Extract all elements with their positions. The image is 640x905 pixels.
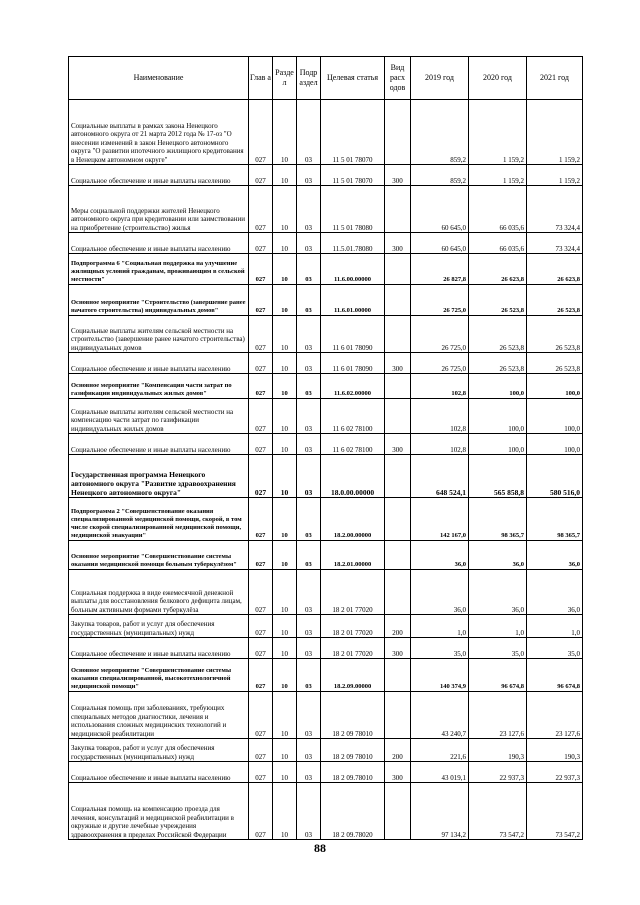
cell-2019: 26 725,0 [411, 285, 469, 316]
cell-2019: 142 167,0 [411, 498, 469, 541]
cell-razdel: 10 [273, 541, 297, 570]
cell-razdel: 10 [273, 254, 297, 285]
cell-2021: 35,0 [527, 638, 583, 659]
cell-expense-type: 200 [385, 739, 411, 762]
cell-razdel: 10 [273, 739, 297, 762]
cell-razdel: 10 [273, 762, 297, 783]
cell-expense-type: 300 [385, 434, 411, 455]
cell-2021: 26 523,8 [527, 316, 583, 353]
cell-expense-type [385, 316, 411, 353]
cell-razdel: 10 [273, 374, 297, 399]
cell-target-article: 18.2.09.00000 [321, 659, 385, 692]
cell-2020: 73 547,2 [469, 783, 527, 840]
cell-2019: 97 134,2 [411, 783, 469, 840]
cell-podrazdel: 03 [297, 615, 321, 638]
cell-expense-type [385, 659, 411, 692]
cell-name: Социальное обеспечение и иные выплаты населению [69, 638, 249, 659]
header-podrazdel: Подр аздел [297, 57, 321, 100]
cell-podrazdel: 03 [297, 638, 321, 659]
table-header-row [69, 57, 583, 100]
cell-razdel: 10 [273, 165, 297, 186]
table-body [69, 100, 583, 840]
cell-podrazdel: 03 [297, 762, 321, 783]
cell-expense-type: 200 [385, 615, 411, 638]
cell-2020: 1 159,2 [469, 100, 527, 165]
cell-2020: 100,0 [469, 434, 527, 455]
page-number: 88 [314, 841, 326, 855]
table-row [69, 692, 583, 739]
cell-2019: 221,6 [411, 739, 469, 762]
cell-target-article: 11 5 01 78070 [321, 165, 385, 186]
cell-podrazdel: 03 [297, 285, 321, 316]
cell-glava: 027 [249, 739, 273, 762]
cell-2021: 190,3 [527, 739, 583, 762]
cell-name: Закупка товаров, работ и услуг для обеспечения государственных (муниципальных) нужд [69, 615, 249, 638]
cell-target-article: 18 2 01 77020 [321, 570, 385, 615]
cell-2021: 73 324,4 [527, 186, 583, 233]
budget-table [68, 56, 583, 840]
cell-2020: 26 523,8 [469, 316, 527, 353]
cell-glava: 027 [249, 353, 273, 374]
cell-2020: 100,0 [469, 399, 527, 434]
table-row [69, 353, 583, 374]
cell-2021: 1 159,2 [527, 100, 583, 165]
cell-target-article: 11.6.00.00000 [321, 254, 385, 285]
cell-podrazdel: 03 [297, 100, 321, 165]
table-row [69, 434, 583, 455]
cell-2019: 26 725,0 [411, 353, 469, 374]
cell-podrazdel: 03 [297, 399, 321, 434]
table-row [69, 570, 583, 615]
cell-expense-type [385, 498, 411, 541]
cell-2019: 1,0 [411, 615, 469, 638]
cell-glava: 027 [249, 659, 273, 692]
cell-name: Социальное обеспечение и иные выплаты населению [69, 434, 249, 455]
cell-podrazdel: 03 [297, 541, 321, 570]
cell-glava: 027 [249, 455, 273, 498]
cell-expense-type: 300 [385, 353, 411, 374]
table-row [69, 615, 583, 638]
cell-podrazdel: 03 [297, 570, 321, 615]
cell-2020: 26 623,8 [469, 254, 527, 285]
cell-razdel: 10 [273, 434, 297, 455]
cell-razdel: 10 [273, 100, 297, 165]
cell-2019: 859,2 [411, 165, 469, 186]
cell-2020: 190,3 [469, 739, 527, 762]
cell-target-article: 18 2 09.78020 [321, 783, 385, 840]
cell-name: Социальные выплаты жителям сельской местности на строительство (завершение ранее начатого строительства) индивидуальных домов [69, 316, 249, 353]
cell-name: Социальные выплаты в рамках закона Ненецкого автономного округа от 21 марта 2012 года № 17-оз "О внесении изменений в закон Ненецкого автономного округа "О развитии ипотечного жилищного кредитования в Ненецком автономном округе" [69, 100, 249, 165]
header-name: Наименование [69, 57, 249, 100]
cell-2019: 60 645,0 [411, 233, 469, 254]
cell-target-article: 11.5.01.78080 [321, 233, 385, 254]
cell-target-article: 11.6.01.00000 [321, 285, 385, 316]
cell-expense-type [385, 455, 411, 498]
cell-2020: 36,0 [469, 570, 527, 615]
cell-2021: 1,0 [527, 615, 583, 638]
cell-name: Социальная помощь на компенсацию проезда для лечения, консультаций и медицинской реабилитации в окружные и другие лечебные учреждения здравоохранения в пределах Российской Федерации [69, 783, 249, 840]
cell-2020: 100,0 [469, 374, 527, 399]
header-glava: Глав а [249, 57, 273, 100]
cell-expense-type [385, 374, 411, 399]
cell-2019: 60 645,0 [411, 186, 469, 233]
cell-target-article: 18 2 09.78010 [321, 762, 385, 783]
cell-2021: 26 523,8 [527, 285, 583, 316]
header-expense-type: Вид расх одов [385, 57, 411, 100]
cell-glava: 027 [249, 638, 273, 659]
cell-2019: 102,8 [411, 434, 469, 455]
cell-2019: 140 374,9 [411, 659, 469, 692]
cell-2019: 43 240,7 [411, 692, 469, 739]
cell-expense-type [385, 692, 411, 739]
cell-name: Подпрограмма 2 "Совершенствование оказания специализированной медицинской помощи, скорой, в том числе скорой специализированной медицинской помощи, медицинской эвакуации" [69, 498, 249, 541]
cell-podrazdel: 03 [297, 374, 321, 399]
cell-expense-type: 300 [385, 165, 411, 186]
cell-razdel: 10 [273, 615, 297, 638]
cell-target-article: 11 5 01 78070 [321, 100, 385, 165]
cell-2021: 36,0 [527, 570, 583, 615]
table-row [69, 498, 583, 541]
cell-razdel: 10 [273, 316, 297, 353]
cell-podrazdel: 03 [297, 692, 321, 739]
cell-2020: 565 858,8 [469, 455, 527, 498]
cell-podrazdel: 03 [297, 434, 321, 455]
cell-glava: 027 [249, 316, 273, 353]
cell-razdel: 10 [273, 233, 297, 254]
cell-razdel: 10 [273, 692, 297, 739]
cell-glava: 027 [249, 498, 273, 541]
cell-glava: 027 [249, 692, 273, 739]
cell-name: Основное мероприятие "Компенсация части затрат по газификации индивидуальных жилых домов" [69, 374, 249, 399]
cell-2019: 648 524,1 [411, 455, 469, 498]
cell-expense-type [385, 186, 411, 233]
cell-2019: 102,8 [411, 399, 469, 434]
table-row [69, 455, 583, 498]
cell-name: Социальное обеспечение и иные выплаты населению [69, 353, 249, 374]
cell-name: Основное мероприятие "Строительство (завершение ранее начатого строительства) индивидуальных домов" [69, 285, 249, 316]
cell-target-article: 18 2 09 78010 [321, 692, 385, 739]
cell-glava: 027 [249, 374, 273, 399]
cell-2020: 26 523,8 [469, 285, 527, 316]
cell-2020: 23 127,6 [469, 692, 527, 739]
cell-name: Социальная помощь при заболеваниях, требующих специальных методов диагностики, лечения и использования сложных медицинских технологий и медицинской реабилитации [69, 692, 249, 739]
cell-razdel: 10 [273, 783, 297, 840]
cell-2019: 26 827,8 [411, 254, 469, 285]
cell-glava: 027 [249, 434, 273, 455]
cell-2021: 26 523,8 [527, 353, 583, 374]
cell-2020: 26 523,8 [469, 353, 527, 374]
table-row [69, 100, 583, 165]
cell-target-article: 11.6.02.00000 [321, 374, 385, 399]
cell-expense-type: 300 [385, 638, 411, 659]
header-2020: 2020 год [469, 57, 527, 100]
cell-glava: 027 [249, 165, 273, 186]
cell-glava: 027 [249, 100, 273, 165]
cell-podrazdel: 03 [297, 739, 321, 762]
cell-name: Социальная поддержка в виде ежемесячной денежной выплаты для восстановления белкового дефицита лицам, больным активными формами туберкулёза [69, 570, 249, 615]
cell-target-article: 18.2.01.00000 [321, 541, 385, 570]
table-row [69, 165, 583, 186]
cell-target-article: 18.0.00.00000 [321, 455, 385, 498]
cell-glava: 027 [249, 762, 273, 783]
cell-target-article: 18 2 01 77020 [321, 638, 385, 659]
cell-target-article: 11 6 02 78100 [321, 399, 385, 434]
cell-razdel: 10 [273, 659, 297, 692]
cell-podrazdel: 03 [297, 186, 321, 233]
table-row [69, 254, 583, 285]
table-row [69, 638, 583, 659]
cell-2021: 73 547,2 [527, 783, 583, 840]
cell-glava: 027 [249, 254, 273, 285]
cell-name: Социальное обеспечение и иные выплаты населению [69, 233, 249, 254]
cell-name: Социальное обеспечение и иные выплаты населению [69, 165, 249, 186]
table-row [69, 541, 583, 570]
header-2021: 2021 год [527, 57, 583, 100]
cell-glava: 027 [249, 541, 273, 570]
cell-2020: 96 674,8 [469, 659, 527, 692]
cell-2019: 36,0 [411, 570, 469, 615]
table-row [69, 285, 583, 316]
cell-razdel: 10 [273, 638, 297, 659]
cell-2021: 26 623,8 [527, 254, 583, 285]
cell-target-article: 11 6 02 78100 [321, 434, 385, 455]
cell-2019: 36,0 [411, 541, 469, 570]
cell-name: Государственная программа Ненецкого автономного округа "Развитие здравоохранения Ненецкого автономного округа" [69, 455, 249, 498]
cell-podrazdel: 03 [297, 783, 321, 840]
cell-glava: 027 [249, 615, 273, 638]
table-row [69, 374, 583, 399]
cell-glava: 027 [249, 186, 273, 233]
table-row [69, 783, 583, 840]
cell-2019: 26 725,0 [411, 316, 469, 353]
cell-podrazdel: 03 [297, 233, 321, 254]
cell-2021: 22 937,3 [527, 762, 583, 783]
cell-target-article: 11 6 01 78090 [321, 316, 385, 353]
table-row [69, 659, 583, 692]
cell-razdel: 10 [273, 570, 297, 615]
cell-glava: 027 [249, 783, 273, 840]
cell-2021: 36,0 [527, 541, 583, 570]
cell-podrazdel: 03 [297, 659, 321, 692]
cell-expense-type [385, 285, 411, 316]
cell-glava: 027 [249, 285, 273, 316]
cell-razdel: 10 [273, 353, 297, 374]
table-row [69, 739, 583, 762]
cell-expense-type [385, 783, 411, 840]
cell-name: Социальное обеспечение и иные выплаты населению [69, 762, 249, 783]
cell-expense-type [385, 570, 411, 615]
cell-name: Меры социальной поддержки жителей Ненецкого автономного округа при кредитовании или заимствовании на приобретение (строительство) жилья [69, 186, 249, 233]
cell-target-article: 11 6 01 78090 [321, 353, 385, 374]
cell-name: Закупка товаров, работ и услуг для обеспечения государственных (муниципальных) нужд [69, 739, 249, 762]
table-row [69, 399, 583, 434]
cell-razdel: 10 [273, 399, 297, 434]
header-target-article: Целевая статья [321, 57, 385, 100]
cell-2020: 66 035,6 [469, 233, 527, 254]
cell-razdel: 10 [273, 186, 297, 233]
cell-target-article: 18 2 01 77020 [321, 615, 385, 638]
cell-expense-type [385, 541, 411, 570]
cell-name: Основное мероприятие "Совершенствование системы оказания специализированной, высокотехнологичной медицинской помощи" [69, 659, 249, 692]
cell-glava: 027 [249, 233, 273, 254]
header-2019: 2019 год [411, 57, 469, 100]
cell-podrazdel: 03 [297, 254, 321, 285]
cell-2019: 102,8 [411, 374, 469, 399]
cell-razdel: 10 [273, 285, 297, 316]
cell-2020: 1,0 [469, 615, 527, 638]
cell-podrazdel: 03 [297, 353, 321, 374]
cell-expense-type [385, 399, 411, 434]
cell-target-article: 18 2 09 78010 [321, 739, 385, 762]
cell-2020: 98 365,7 [469, 498, 527, 541]
cell-2021: 100,0 [527, 434, 583, 455]
cell-2021: 580 516,0 [527, 455, 583, 498]
cell-podrazdel: 03 [297, 455, 321, 498]
cell-razdel: 10 [273, 455, 297, 498]
cell-glava: 027 [249, 399, 273, 434]
table-row [69, 316, 583, 353]
cell-expense-type: 300 [385, 233, 411, 254]
cell-name: Основное мероприятие "Совершенствование системы оказания медицинской помощи больным туберкулёзом" [69, 541, 249, 570]
cell-target-article: 18.2.00.00000 [321, 498, 385, 541]
cell-podrazdel: 03 [297, 316, 321, 353]
cell-2021: 100,0 [527, 374, 583, 399]
table-row [69, 186, 583, 233]
header-razdel: Разде л [273, 57, 297, 100]
cell-name: Социальные выплаты жителям сельской местности на компенсацию части затрат по газификации индивидуальных жилых домов [69, 399, 249, 434]
cell-2020: 1 159,2 [469, 165, 527, 186]
cell-razdel: 10 [273, 498, 297, 541]
cell-2021: 98 365,7 [527, 498, 583, 541]
cell-2019: 35,0 [411, 638, 469, 659]
cell-podrazdel: 03 [297, 498, 321, 541]
cell-name: Подпрограмма 6 "Социальная поддержка на улучшение жилищных условий гражданам, проживающим в сельской местности" [69, 254, 249, 285]
cell-2019: 43 019,1 [411, 762, 469, 783]
cell-expense-type [385, 100, 411, 165]
cell-2019: 859,2 [411, 100, 469, 165]
cell-2021: 23 127,6 [527, 692, 583, 739]
cell-2020: 35,0 [469, 638, 527, 659]
cell-podrazdel: 03 [297, 165, 321, 186]
cell-2021: 73 324,4 [527, 233, 583, 254]
table-row [69, 762, 583, 783]
cell-glava: 027 [249, 570, 273, 615]
cell-expense-type [385, 254, 411, 285]
cell-2021: 96 674,8 [527, 659, 583, 692]
cell-target-article: 11 5 01 78080 [321, 186, 385, 233]
cell-2021: 1 159,2 [527, 165, 583, 186]
cell-2020: 22 937,3 [469, 762, 527, 783]
cell-expense-type: 300 [385, 762, 411, 783]
cell-2020: 66 035,6 [469, 186, 527, 233]
cell-2021: 100,0 [527, 399, 583, 434]
cell-2020: 36,0 [469, 541, 527, 570]
table-row [69, 233, 583, 254]
